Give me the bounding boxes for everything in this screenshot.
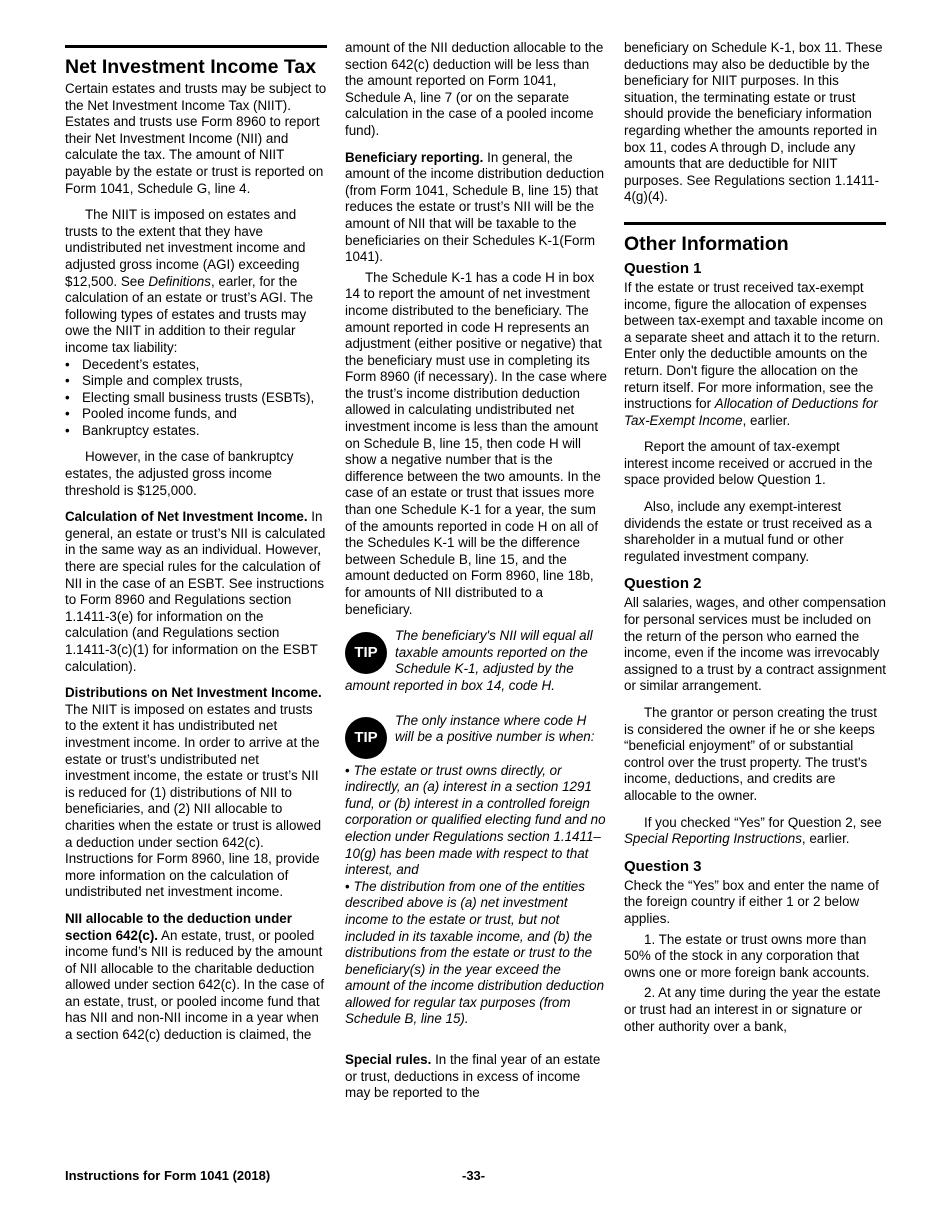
tip-box bbox=[345, 628, 607, 694]
paragraph: Distributions on Net Investment Income. The NIIT is imposed on estates and trusts to the extent it has undistributed net investment income. In order to arrive at the estate or trust’s undistributed net investment income, the estate or trust’s NII is reduced for (1) distributions of NII to beneficiaries, and (2) NII allocable to charities when the estate or trust is allowed a deduction under section 642(c). Instructions for Form 8960, line 18, provide more information on the calculation of undistributed net investment income. bbox=[65, 685, 322, 900]
paragraph: If you checked “Yes” for Question 2, see Special Reporting Instructions, earlier. bbox=[624, 814, 882, 847]
page-number: -33- bbox=[462, 1168, 486, 1183]
paragraph: beneficiary on Schedule K-1, box 11. These deductions may also be deductible by the beneficiary for NIIT purposes. In this situation, the terminating estate or trust should provide the beneficiary information regarding whether the amounts reported in box 11, codes A through D, include any amounts that are deductible for NIIT purposes. See Regulations section 1.1411-4(g)(4). bbox=[624, 40, 883, 205]
paragraph: amount of the NII deduction allocable to the section 642(c) deduction will be less than the amount reported on Form 1041, Schedule A, line 7 (or on the separate calculation in the case of a pooled income fund). bbox=[345, 40, 604, 138]
paragraph: Report the amount of tax-exempt interest income received or accrued in the space provided below Question 1. bbox=[624, 439, 873, 488]
list-item: • Pooled income funds, and bbox=[65, 406, 237, 422]
paragraph: The Schedule K-1 has a code H in box 14 to report the amount of net investment income distributed to the beneficiary. The amount reported in code H represents an adjustment (either positive or negative) that the beneficiary must use in completing its Form 8960 (if necessary). In the case where the trust’s income distribution deduction allowed in calculating undistributed net investment income is less than the amount on Schedule B, line 15, then code H will show a negative number that is the difference between the two amounts. In the case of an estate or trust that issues more than one Schedule K-1 for a year, the sum of the amounts reported in code H on all of the Schedules K-1 will be the difference between Schedule B, line 15, and the amount deducted on Form 8960, line 18b, for amounts of NII distributed to a beneficiary. bbox=[345, 269, 607, 617]
run-in-heading: NII allocable to the deduction under section 642(c). bbox=[65, 910, 292, 943]
paragraph: The grantor or person creating the trust is considered the owner if he or she keeps “beneficial enjoyment” of or substantial control over the trust property. The trust's income, deductions, and credits are allocable to the owner. bbox=[624, 705, 877, 803]
list-item: • Bankruptcy estates. bbox=[65, 422, 200, 438]
footer-form-title: Instructions for Form 1041 (2018) bbox=[65, 1168, 271, 1183]
section-title-niit: Net Investment Income Tax bbox=[65, 56, 317, 78]
tip-text: The beneficiary's NII will equal all taxable amounts reported on the Schedule K-1, adjusted by the amount reported in box 14, code H. bbox=[345, 628, 593, 693]
column-2 bbox=[345, 40, 607, 1112]
section-rule bbox=[624, 222, 886, 225]
paragraph: The NIIT is imposed on estates and trusts to the extent that they have undistributed net investment income and adjusted gross income (AGI) exceeding $12,500. See Definitions, earler, for the calculation of an estate or trust’s AGI. The following types of estates and trusts may owe the NIIT in addition to their regular income tax liability: bbox=[65, 207, 314, 355]
paragraph: Beneficiary reporting. In general, the amount of the income distribution deduction (from Form 1041, Schedule B, line 15) that reduces the estate or trust’s NII will be the amount of NII that will be taxable to the beneficiaries on their Schedules K-1(Form 1041). bbox=[345, 149, 605, 265]
tip-text: The only instance where code H will be a positive number is when: bbox=[395, 712, 595, 745]
question-3-heading: Question 3 bbox=[624, 857, 702, 875]
paragraph: Certain estates and trusts may be subject to the Net Investment Income Tax (NIIT). Estates and trusts use Form 8960 to report their Net Investment Income (NII) and calculate the tax. The amount of NIIT payable by the estate or trust is reported on Form 1041, Schedule G, line 4. bbox=[65, 81, 327, 196]
paragraph: Calculation of Net Investment Income. In general, an estate or trust’s NII is calculated in the same way as an individual. However, there are special rules for the calculation of NII in the case of an ESBT. See instructions to Form 8960 and Regulations section 1.1411-3(e) for information on the calculation (and Regulations section 1.1411-3(c)(1) for information on the ESBT calculation). bbox=[65, 509, 326, 674]
numbered-item: 2. At any time during the year the estate or trust had an interest in or signature or other authority over a bank, bbox=[624, 985, 881, 1034]
section-title-other-information: Other Information bbox=[624, 232, 789, 255]
question-1-heading: Question 1 bbox=[624, 259, 702, 277]
paragraph: However, in the case of bankruptcy estates, the adjusted gross income threshold is $125,000. bbox=[65, 449, 294, 498]
column-3 bbox=[624, 40, 886, 1045]
list-item: • Decedent’s estates, bbox=[65, 356, 200, 372]
run-in-heading: Beneficiary reporting. bbox=[345, 149, 484, 165]
tip-list-item: • The estate or trust owns directly, or indirectly, an (a) interest in a section 1291 fund, or (b) interest in a controlled foreign corporation or qualified electing fund and no election under Regulations section 1.1411–10(g) has been made with respect to that interest, and bbox=[345, 762, 606, 878]
tip-icon: TIP bbox=[345, 717, 387, 759]
run-in-heading: Special rules. bbox=[345, 1052, 432, 1068]
numbered-item: 1. The estate or trust owns more than 50% of the stock in any corporation that owns one or more foreign bank accounts. bbox=[624, 931, 870, 980]
paragraph: If the estate or trust received tax-exempt income, figure the allocation of expenses between tax-exempt and taxable income on a separate sheet and attach it to the return. Enter only the deductible amounts on the return. Don't figure the allocation on the return itself. For more information, see the instructions for Allocation of Deductions for Tax-Exempt Income, earlier. bbox=[624, 279, 884, 428]
tip-icon: TIP bbox=[345, 632, 387, 674]
paragraph: Also, include any exempt-interest dividends the estate or trust received as a shareholder in a mutual fund or other regulated investment company. bbox=[624, 499, 872, 564]
paragraph: NII allocable to the deduction under section 642(c). An estate, trust, or pooled income fund’s NII is reduced by the amount of NII allocable to the charitable deduction allowed under section 642(c). In the case of an estate, trust, or pooled income fund that has NII and non-NII income in a year when a section 642(c) deduction is claimed, the bbox=[65, 910, 325, 1043]
estate-types-list bbox=[65, 357, 327, 440]
list-item: • Electing small business trusts (ESBTs), bbox=[65, 389, 315, 405]
list-item: • Simple and complex trusts, bbox=[65, 373, 243, 389]
paragraph: All salaries, wages, and other compensation for personal services must be included on the return of the person who earned the income, even if the income was irrevocably assigned to a trust by a contract assignment or similar arrangement. bbox=[624, 595, 887, 694]
paragraph: Special rules. In the final year of an estate or trust, deductions in excess of income may be reported to the bbox=[345, 1052, 601, 1101]
run-in-heading: Distributions on Net Investment Income. bbox=[65, 685, 322, 701]
tip-box bbox=[345, 713, 607, 1029]
run-in-heading: Calculation of Net Investment Income. bbox=[65, 509, 308, 525]
column-1 bbox=[65, 40, 327, 1054]
section-rule bbox=[65, 45, 327, 48]
tip-list-item: • The distribution from one of the entities described above is (a) net investment income to the estate or trust, but not included in its taxable income, and (b) the distributions from the estate or trust to the beneficiary(s) in the year exceed the amount of the income distribution deduction allowed for regular tax purposes (from Schedule B, line 15). bbox=[345, 878, 605, 1027]
question-2-heading: Question 2 bbox=[624, 575, 702, 593]
paragraph: Check the “Yes” box and enter the name of the foreign country if either 1 or 2 below applies. bbox=[624, 877, 879, 926]
